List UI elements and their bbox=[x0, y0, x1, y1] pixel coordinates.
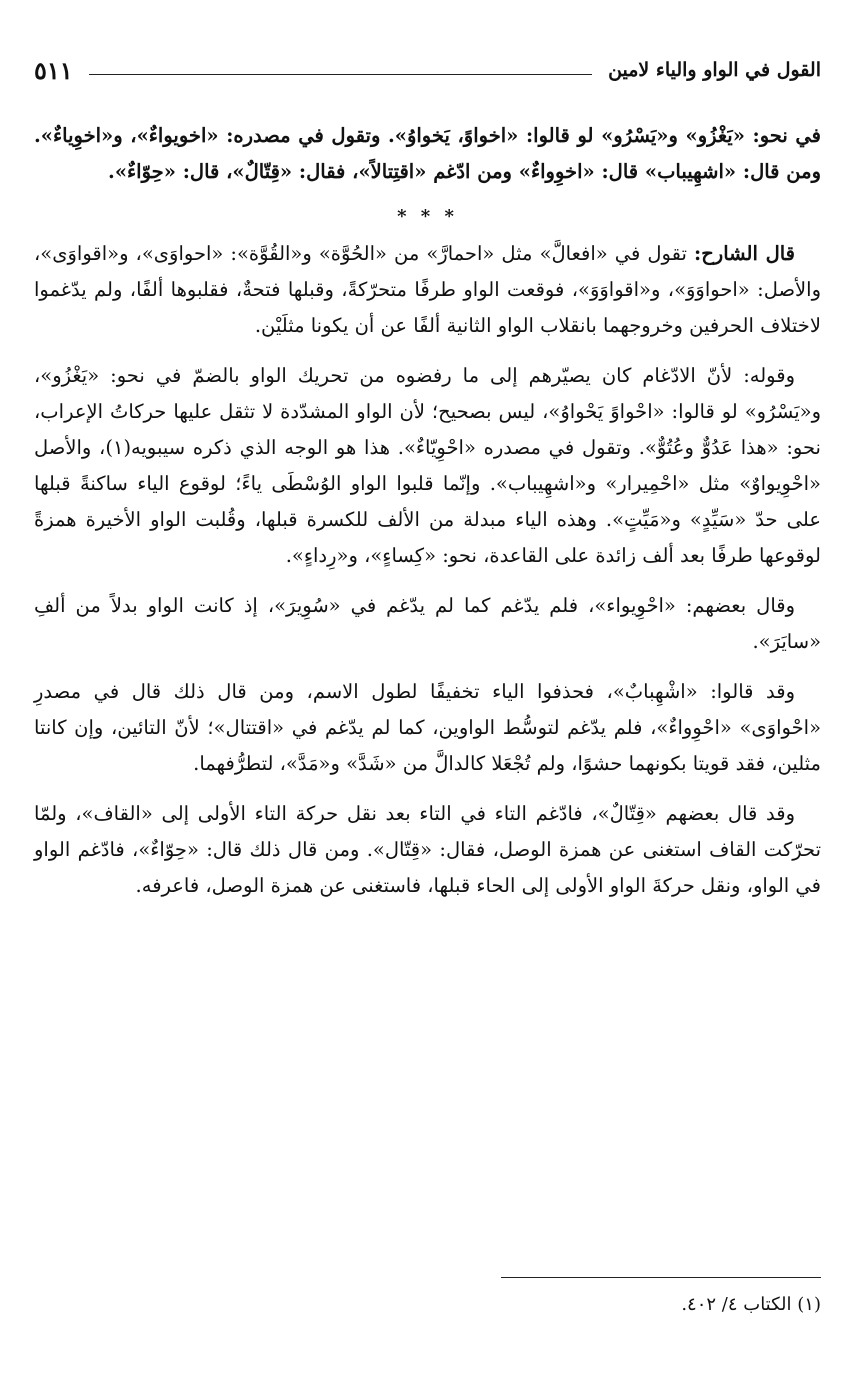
paragraph-5: وقد قالوا: «اشْهِبابٌ»، فحذفوا الياء تخفيفًا لطول الاسم، ومن قال ذلك قال في مصدرِ «احْواوَى» «احْوِواءٌ»، فلم يدّغم لتوسُّط الواوين، كما لم يدّغم في «اقتتال»؛ لأنّ التائين، وإن كانتا مثلين، فقد قويتا بكونهما حشوًا، ولم تُجْعَلا كالدالَّ من «شَدَّ» و«مَدَّ»، لتطرُّفهما. bbox=[34, 680, 821, 775]
main-text bbox=[34, 118, 821, 918]
paragraph-continuation: في نحو: «يَغْزُو» و«يَسْرُو» لو قالوا: «اخواوً، يَخواوُ». وتقول في مصدره: «اخويواءٌ»، و«اخوِياءٌ». ومن قال: «اشهِيباب» قال: «اخوِواءٌ» ومن ادّغم «اقتِتالاً»، فقال: «قِتّالٌ»، قال: «حِوّاءٌ». bbox=[34, 124, 821, 183]
page-number: ٥١١ bbox=[34, 55, 73, 85]
footnote-rule bbox=[501, 1277, 821, 1278]
header-rule bbox=[89, 74, 592, 75]
running-header bbox=[34, 52, 821, 88]
running-header-title: القول في الواو والياء لامين bbox=[608, 59, 821, 81]
book-page bbox=[34, 0, 821, 1380]
paragraph-6: وقد قال بعضهم «قِتّالٌ»، فادّغم التاء في التاء بعد نقل حركة التاء الأولى إلى «القاف»، ولمّا تحرّكت القاف استغنى عن همزة الوصل، فقال: «قِتّال». ومن قال ذلك قال: «حِوّاءٌ»، فادّغم الواو في الواو، ونقل حركةَ الواو الأولى إلى الحاء قبلها، فاستغنى عن همزة الوصل، فاعرفه. bbox=[34, 802, 821, 897]
commentator-label: قال الشارح: bbox=[694, 242, 796, 265]
commentary-text: تقول في «افعالَّ» مثل «احمارَّ» من «الحُوَّة» و«القُوَّة»: «احواوَى»، و«اقواوَى»، والأصل: «احواوَوَ»، و«اقواوَوَ»، فوقعت الواو طرفًا متحرّكةً، وقبلها فتحةٌ، فقلبوها ألفًا، ولم يدّغموا لاختلاف الحرفين وخروجهما بانقلاب الواو الثانية ألفًا عن أن يكونا مثلَيْن. bbox=[34, 242, 821, 337]
paragraph-3: وقوله: لأنّ الادّغام كان يصيّرهم إلى ما رفضوه من تحريك الواو بالضمّ في نحو: «يَغْزُو»، و«يَسْرُو» لو قالوا: «احْواوً يَحْواوُ»، ليس بصحيح؛ لأن الواو المشدّدة لا تثقل عليها حركاتُ الإعراب، نحو: «هذا عَدُوٌّ وعُتُوٌّ». وتقول في مصدره «احْوِيّاءٌ». هذا هو الوجه الذي ذكره سيبويه(١)، والأصل «احْوِيواوٌ» مثل «احْمِيرار» و«اشهِيباب». وإنّما قلبوا الواو الوُسْطَى ياءً؛ لوقوع الياء ساكنةً قبلها على حدّ «سَيِّدٍ» و«مَيِّتٍ». وهذه الياء مبدلة من الألف للكسرة قبلها، وقُلبت الواو الأخيرة همزةً لوقوعها طرفًا بعد ألف زائدة على القاعدة، نحو: «كِساءٍ»، و«رِداءٍ». bbox=[34, 364, 821, 567]
section-separator: * * * bbox=[397, 206, 458, 227]
paragraph-4: وقال بعضهم: «احْوِيواء»، فلم يدّغم كما لم يدّغم في «سُوِيرَ»، إذ كانت الواو بدلاً من ألفِ «سايَرَ». bbox=[34, 594, 821, 653]
footnote: (١) الكتاب ٤/ ٤٠٢. bbox=[681, 1294, 821, 1315]
paragraph-commentary bbox=[34, 236, 821, 344]
